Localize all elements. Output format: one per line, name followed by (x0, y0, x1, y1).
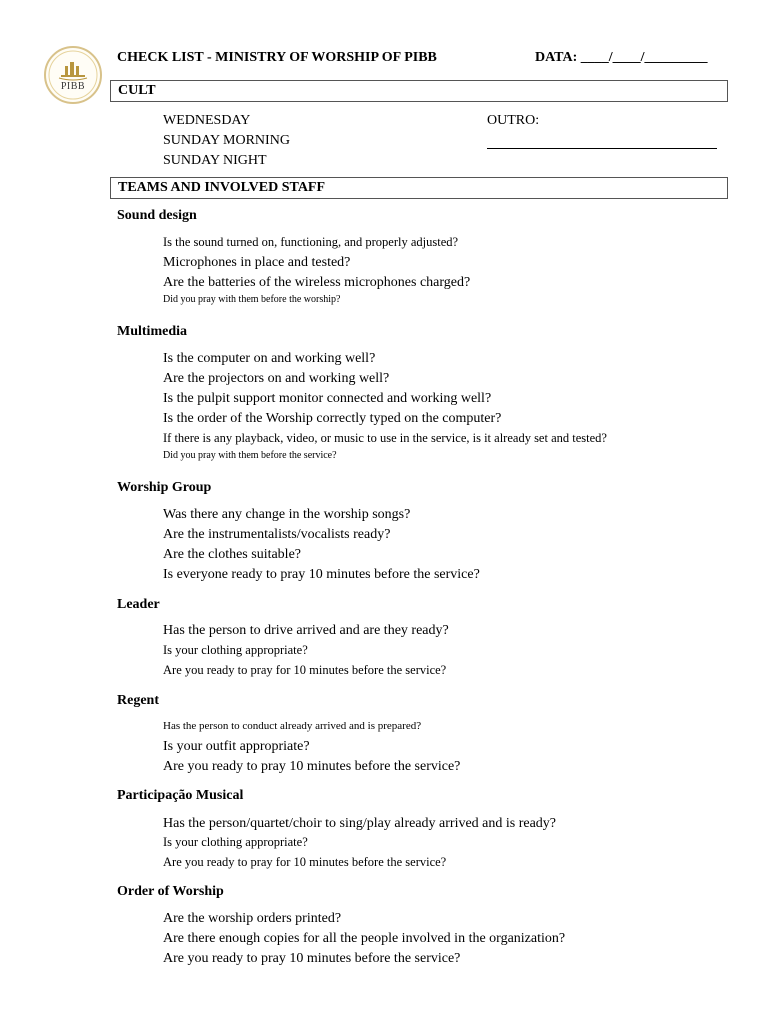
checklist-item: Has the person to conduct already arrived and is prepared? (163, 720, 422, 732)
checklist-item: Are the projectors on and working well? (163, 371, 390, 386)
checklist-item: Is the computer on and working well? (163, 351, 376, 366)
checklist-item: Are the instrumentalists/vocalists ready? (163, 527, 391, 542)
other-blank-line (487, 148, 717, 149)
checklist-item: Is everyone ready to pray 10 minutes before the service? (163, 567, 480, 582)
checklist-item: If there is any playback, video, or music to use in the service, is it already set and tested? (163, 431, 607, 445)
cult-heading-box: CULT (110, 80, 728, 102)
other-label: OUTRO: (487, 113, 540, 128)
section-title-order-of-worship: Order of Worship (117, 884, 224, 899)
checklist-item: Are you ready to pray 10 minutes before the service? (163, 951, 461, 966)
checklist-item: Is the sound turned on, functioning, and properly adjusted? (163, 235, 459, 249)
checklist-item: Has the person/quartet/choir to sing/play already arrived and is ready? (163, 816, 557, 831)
logo-text: PIBB (60, 81, 86, 92)
church-logo (44, 46, 102, 104)
checklist-item: Are the clothes suitable? (163, 547, 302, 562)
service-option-sunday-morning: SUNDAY MORNING (163, 133, 290, 148)
checklist-item: Is the pulpit support monitor connected and working well? (163, 391, 492, 406)
checklist-item: Has the person to drive arrived and are they ready? (163, 623, 449, 638)
checklist-item: Are you ready to pray 10 minutes before the service? (163, 759, 461, 774)
date-field: DATA: ____/____/_________ (535, 50, 708, 65)
checklist-item: Is the order of the Worship correctly typed on the computer? (163, 411, 502, 426)
checklist-item: Did you pray with them before the worship? (163, 294, 341, 305)
checklist-item: Did you pray with them before the service? (163, 450, 337, 461)
section-title-leader: Leader (117, 597, 160, 612)
church-emblem-icon (46, 48, 100, 102)
service-option-sunday-night: SUNDAY NIGHT (163, 153, 267, 168)
service-option-wednesday: WEDNESDAY (163, 113, 251, 128)
section-title-multimedia: Multimedia (117, 324, 187, 339)
teams-heading-box: TEAMS AND INVOLVED STAFF (110, 177, 728, 199)
checklist-item: Was there any change in the worship songs? (163, 507, 411, 522)
section-title-musical-participation: Participação Musical (117, 788, 244, 803)
checklist-item: Is your clothing appropriate? (163, 643, 308, 657)
checklist-item: Are the worship orders printed? (163, 911, 342, 926)
checklist-item: Are there enough copies for all the people involved in the organization? (163, 931, 566, 946)
section-title-sound-design: Sound design (117, 208, 197, 223)
section-title-worship-group: Worship Group (117, 480, 212, 495)
checklist-item: Microphones in place and tested? (163, 255, 351, 270)
checklist-item: Are you ready to pray for 10 minutes before the service? (163, 663, 447, 677)
checklist-item: Are the batteries of the wireless microphones charged? (163, 275, 471, 290)
section-title-regent: Regent (117, 693, 159, 708)
page-title: CHECK LIST - MINISTRY OF WORSHIP OF PIBB (117, 50, 437, 65)
checklist-item: Are you ready to pray for 10 minutes before the service? (163, 855, 447, 869)
checklist-item: Is your clothing appropriate? (163, 835, 308, 849)
checklist-item: Is your outfit appropriate? (163, 739, 310, 754)
